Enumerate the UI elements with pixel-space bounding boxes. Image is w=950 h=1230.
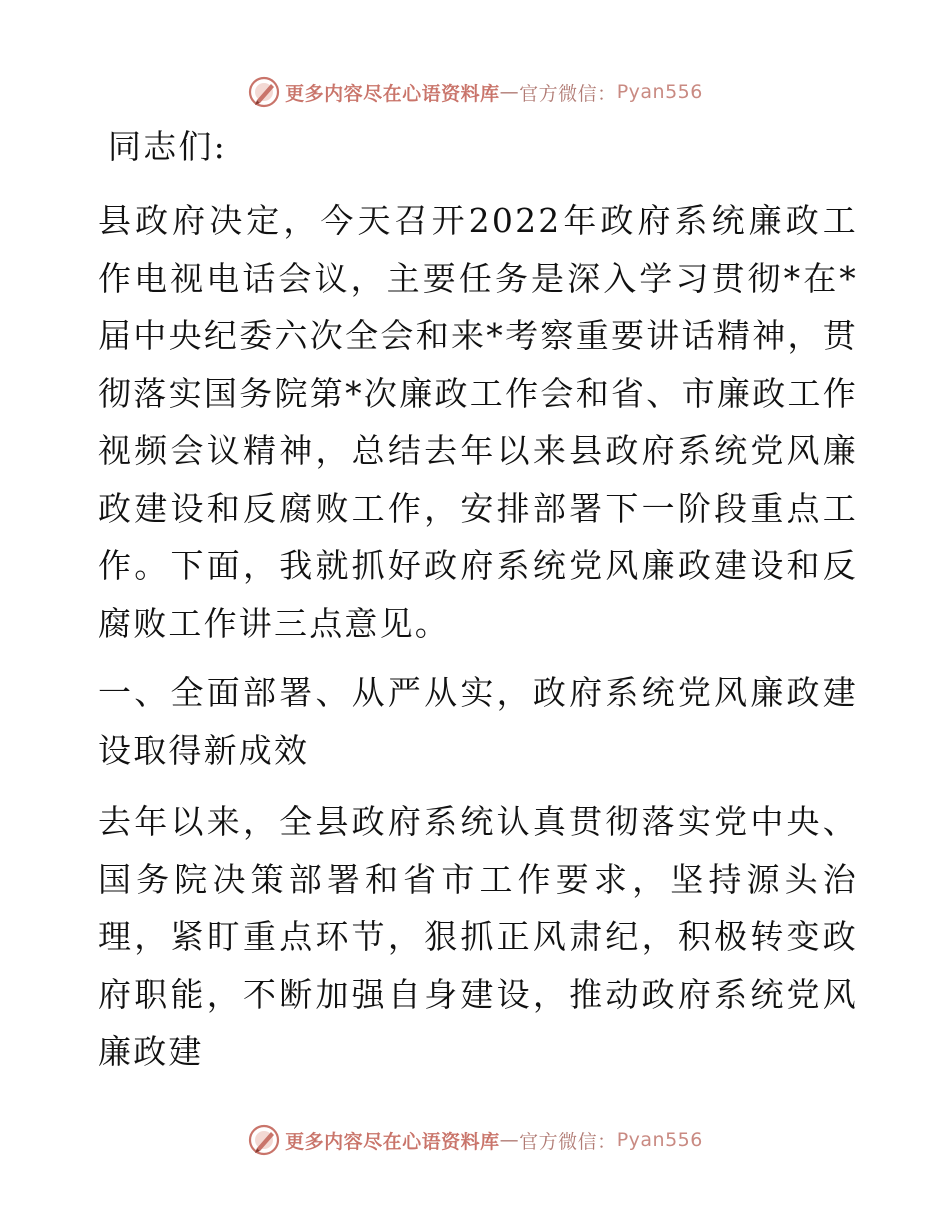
watermark-contact: 官方微信： xyxy=(519,1130,617,1153)
greeting: 同志们: xyxy=(108,127,227,166)
pen-logo-icon xyxy=(247,75,281,109)
watermark-dash: — xyxy=(499,1129,520,1151)
watermark-contact: 官方微信： xyxy=(519,82,617,105)
footer-watermark xyxy=(0,1120,950,1160)
watermark-brand: 更多内容尽在心语资料库 xyxy=(285,1130,500,1153)
document-body xyxy=(98,118,858,1081)
watermark-id: Pyan556 xyxy=(616,1129,703,1151)
watermark-brand: 更多内容尽在心语资料库 xyxy=(285,82,500,105)
paragraph-section-1: 去年以来，全县政府系统认真贯彻落实党中央、国务院决策部署和省市工作要求，坚持源头治理，紧盯重点环节，狠抓正风肃纪，积极转变政府职能，不断加强自身建设，推动政府系统党风廉政建 xyxy=(98,802,858,1071)
watermark-id: Pyan556 xyxy=(616,81,703,103)
watermark-dash: — xyxy=(499,81,520,103)
section-heading-1: 一、全面部署、从严从实，政府系统党风廉政建设取得新成效 xyxy=(98,673,858,770)
paragraph-intro: 县政府决定，今天召开2022年政府系统廉政工作电视电话会议，主要任务是深入学习贯彻*在*届中央纪委六次全会和来*考察重要讲话精神，贯彻落实国务院第*次廉政工作会和省、市廉政工作视频会议精神，总结去年以来县政府系统党风廉政建设和反腐败工作，安排部署下一阶段重点工作。下面，我就抓好政府系统党风廉政建设和反腐败工作讲三点意见。 xyxy=(98,201,858,643)
pen-logo-icon xyxy=(247,1123,281,1157)
header-watermark xyxy=(0,72,950,112)
